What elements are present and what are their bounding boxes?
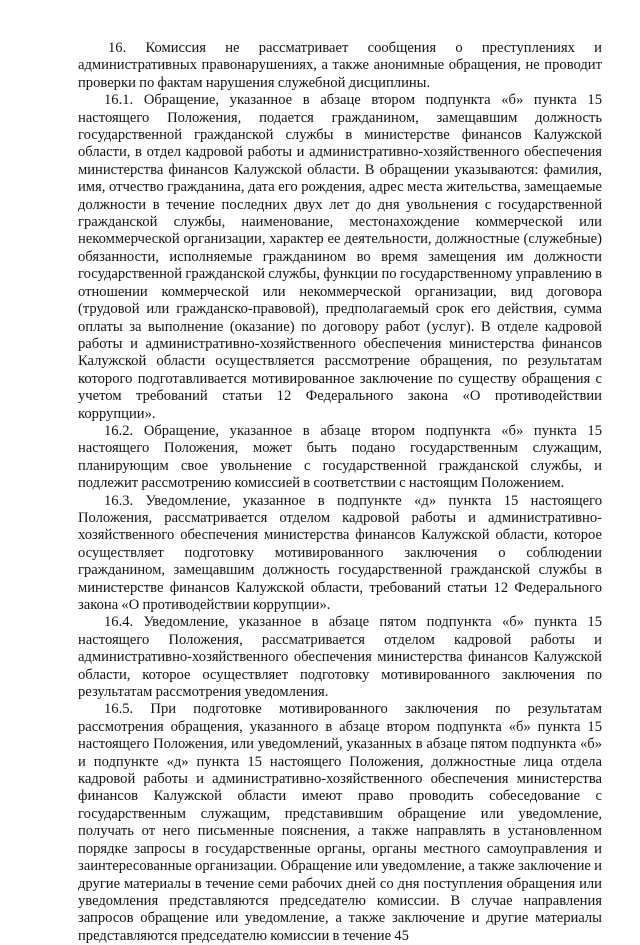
paragraph-16-3: 16.3. Уведомление, указанное в подпункте «д» пункта 15 настоящего Положения, рассматривается отделом кадровой работы и административно-хозяйственного обеспечения министерства финансов Калужской области, которое осуществляет подготовку мотивированного заключения о соблюдении гражданином, замещавшим должность государственной гражданской службы в министерстве финансов Калужской области, требований статьи 12 Федерального закона «О противодействии коррупции».: [78, 492, 602, 613]
document-body: [78, 40, 602, 945]
paragraph-16: 16. Комиссия не рассматривает сообщения о преступлениях и административных правонарушениях, а также анонимные обращения, не проводит проверки по фактам нарушения служебной дисциплины.: [78, 40, 602, 91]
paragraph-16-1: 16.1. Обращение, указанное в абзаце втором подпункта «б» пункта 15 настоящего Положения, подается гражданином, замещавшим должность государственной гражданской службы в министерстве финансов Калужской области, в отдел кадровой работы и административно-хозяйственного обеспечения министерства финансов Калужской области. В обращении указываются: фамилия, имя, отчество гражданина, дата его рождения, адрес места жительства, замещаемые должности в течение последних двух лет до дня увольнения с государственной гражданской службы, наименование, местонахождение коммерческой или некоммерческой организации, характер ее деятельности, должностные (служебные) обязанности, исполняемые гражданином во время замещения им должности государственной гражданской службы, функции по государственному управлению в отношении коммерческой или некоммерческой организации, вид договора (трудовой или гражданско-правовой), предполагаемый срок его действия, сумма оплаты за выполнение (оказание) по договору работ (услуг). В отделе кадровой работы и административно-хозяйственного обеспечения министерства финансов Калужской области осуществляется рассмотрение обращения, по результатам которого подготавливается мотивированное заключение по существу обращения с учетом требований статьи 12 Федерального закона «О противодействии коррупции».: [78, 92, 602, 422]
paragraph-16-2: 16.2. Обращение, указанное в абзаце втором подпункта «б» пункта 15 настоящего Положения, может быть подано государственным служащим, планирующим свое увольнение с государственной гражданской службы, и подлежит рассмотрению комиссией в соответствии с настоящим Положением.: [78, 422, 602, 492]
paragraph-16-4: 16.4. Уведомление, указанное в абзаце пятом подпункта «б» пункта 15 настоящего Положения, рассматривается отделом кадровой работы и административно-хозяйственного обеспечения министерства финансов Калужской области, которое осуществляет подготовку мотивированного заключения по результатам рассмотрения уведомления.: [78, 614, 602, 701]
paragraph-16-5: 16.5. При подготовке мотивированного заключения по результатам рассмотрения обращения, указанного в абзаце втором подпункта «б» пункта 15 настоящего Положения, или уведомлений, указанных в абзаце пятом подпункта «б» и подпункте «д» пункта 15 настоящего Положения, должностные лица отдела кадровой работы и административно-хозяйственного обеспечения министерства финансов Калужской области имеют право проводить собеседование с государственным служащим, представившим обращение или уведомление, получать от него письменные пояснения, а также направлять в установленном порядке запросы в государственные органы, органы местного самоуправления и заинтересованные организации. Обращение или уведомление, а также заключение и другие материалы в течение семи рабочих дней со дня поступления обращения или уведомления представляются председателю комиссии. В случае направления запросов обращение или уведомление, а также заключение и другие материалы представляются председателю комиссии в течение 45: [78, 701, 602, 944]
